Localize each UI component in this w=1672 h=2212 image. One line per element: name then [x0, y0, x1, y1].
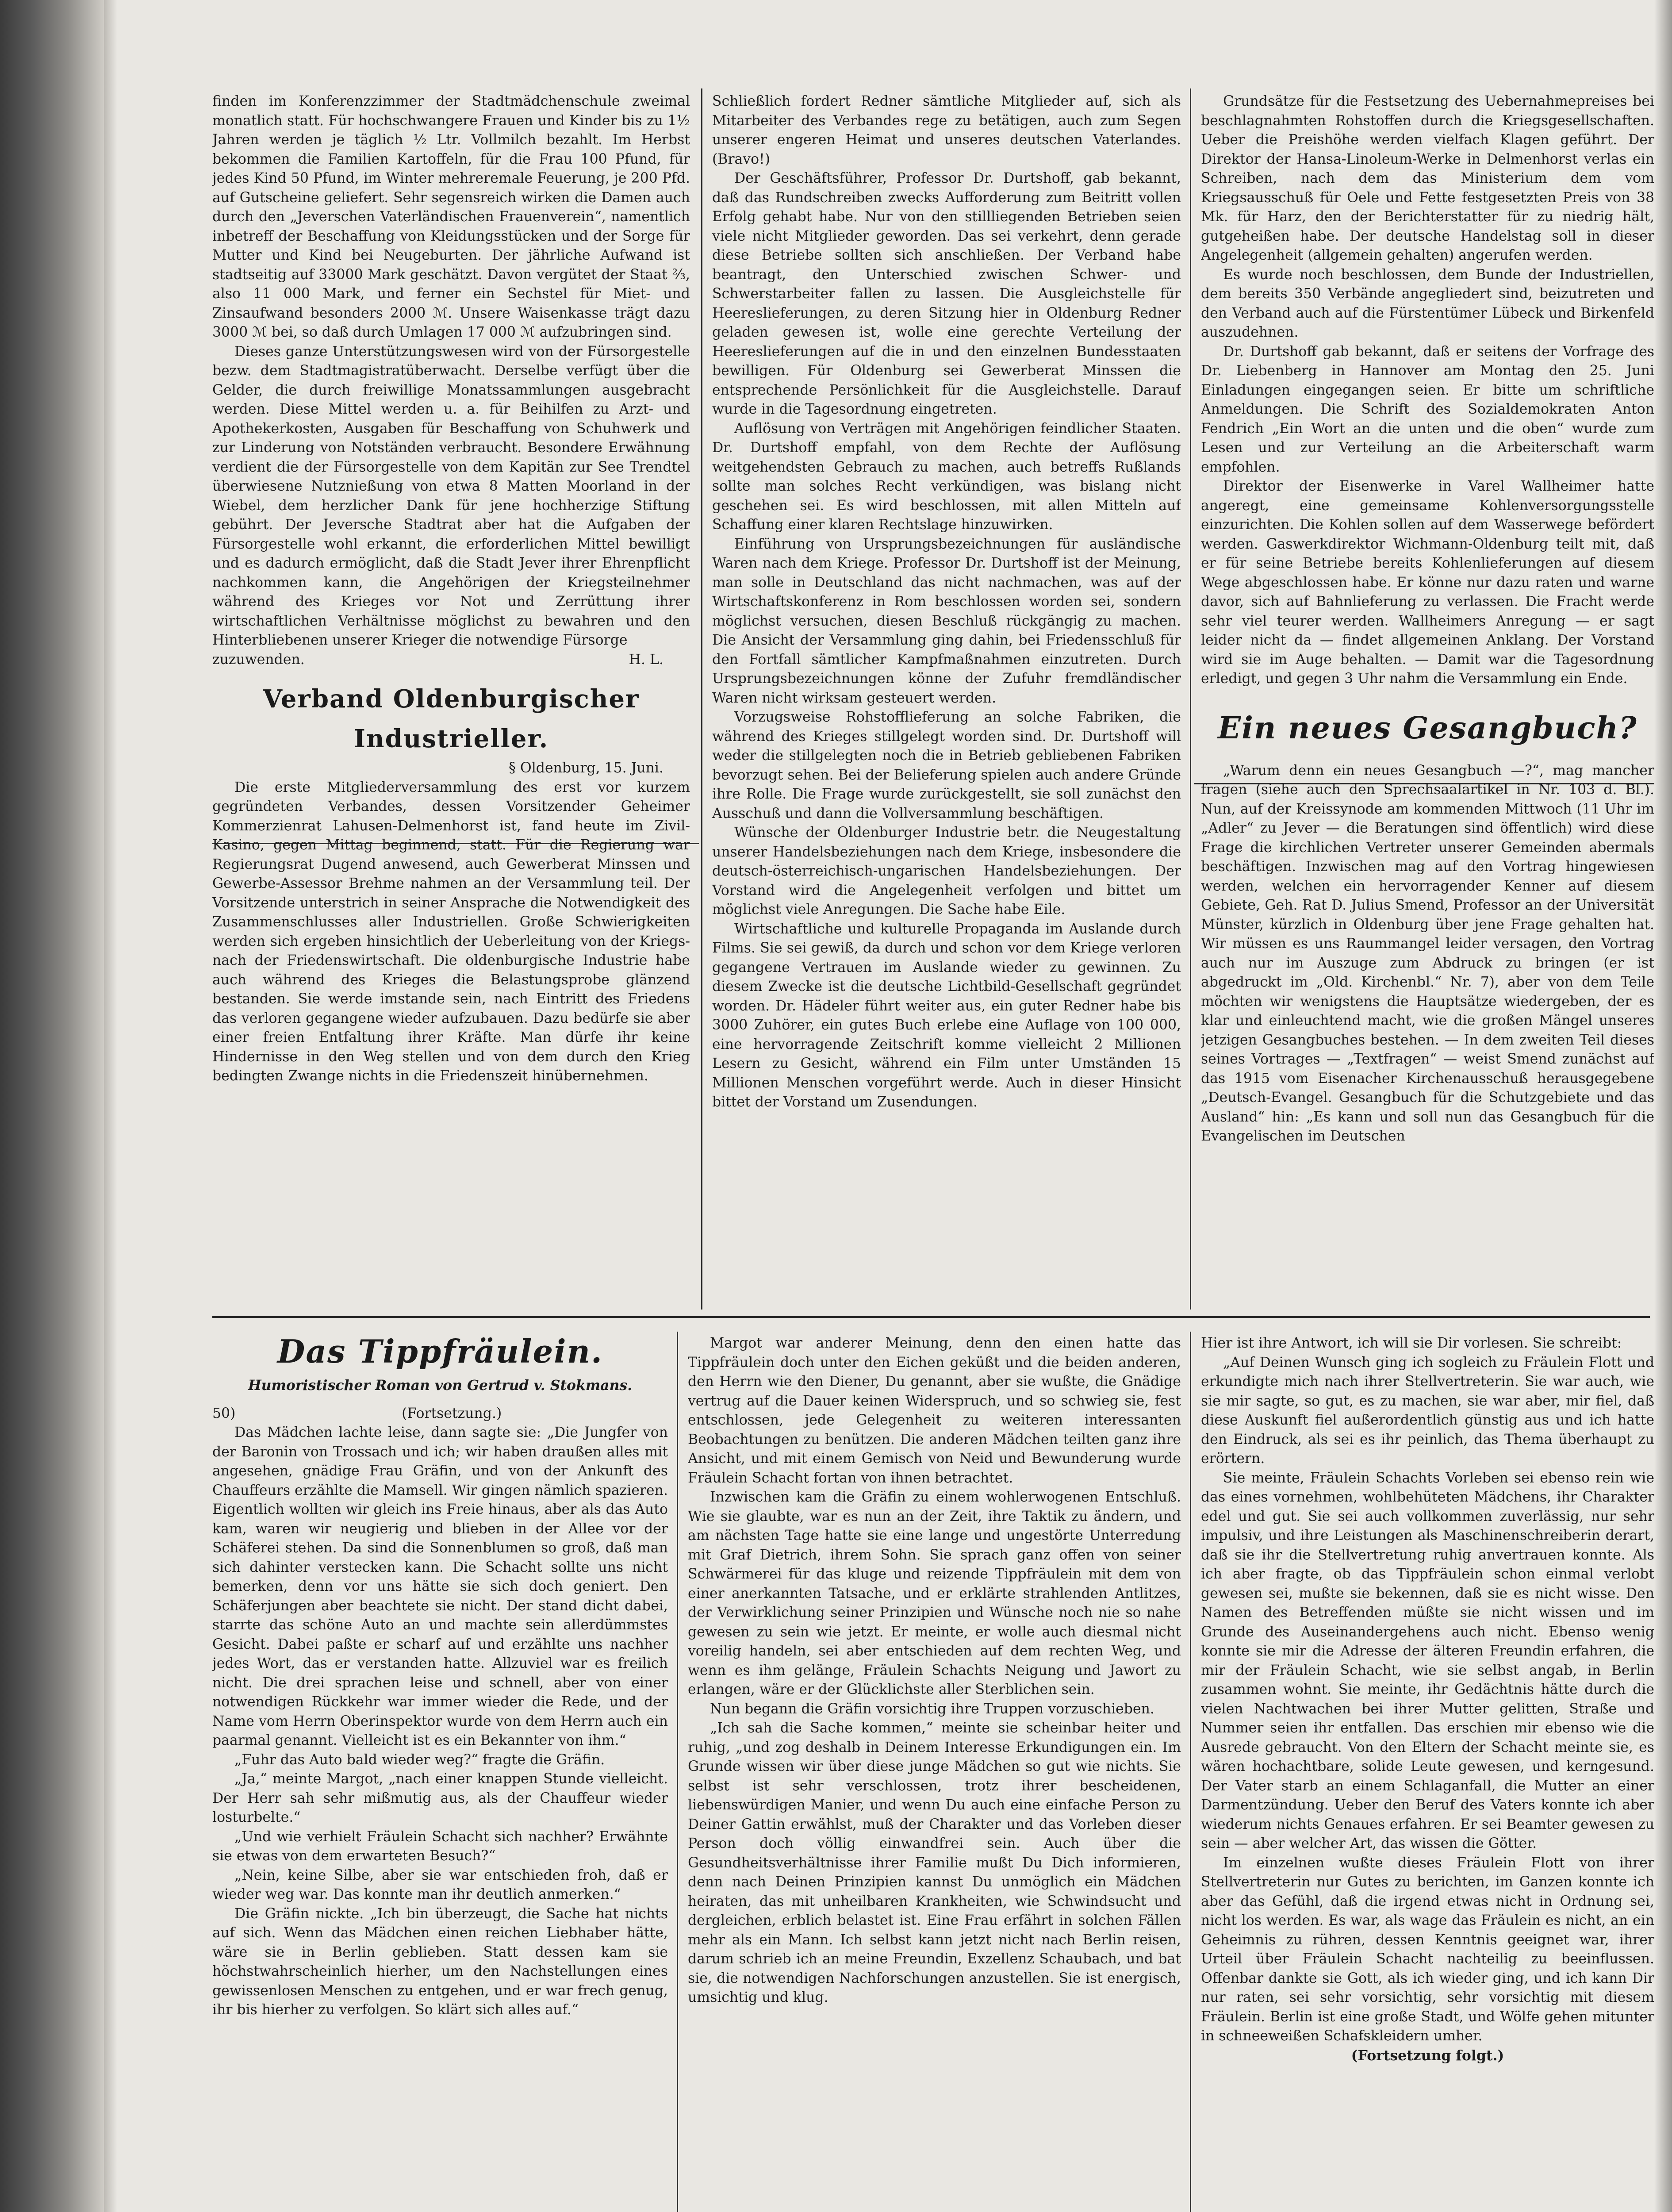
article-paragraph: Es wurde noch beschlossen, dem Bunde der Industriellen, dem bereits 350 Verbände angegliedert sind, beizutreten und den Verband auch auf die Fürstentümer Lübeck und Birkenfeld auszudehnen. [1201, 266, 1654, 340]
column-3 [1201, 92, 1654, 1311]
column-1 [212, 92, 690, 1311]
binding-shadow [104, 0, 117, 2212]
feuilleton-rule [212, 1316, 1650, 1318]
agenda-item: Wirtschaftliche und kulturelle Propaganda im Auslande durch Films. Sie sei gewiß, da durch und schon vor dem Kriege verloren gegangene Vertrauen im Auslande wieder zu gewinnen. Zu diesem Zwecke ist die deutsche Lichtbild-Gesellschaft gegründet worden. Dr. Hädeler führt weiter aus, ein guter Redner habe bis 3000 Zuhörer, ein gutes Buch erlebe eine Auflage von 100 000, eine hervorragende Zeitschrift komme vielleicht 2 Millionen Lesern zu Gesicht, während ein Film unter Umständen 15 Millionen Menschen vorgeführt werde. Auch in dieser Hinsicht bittet der Vorstand um Zusendungen. [712, 921, 1181, 1110]
novel-paragraph: Nun begann die Gräfin vorsichtig ihre Truppen vorzuschieben. [710, 1701, 1154, 1717]
novel-paragraph: Margot war anderer Meinung, denn den einen hatte das Tippfräulein doch unter den Eichen geküßt und die beiden anderen, den Herrn wie den Diener, Du genannt, aber sie wußte, die Gnädige vertrug auf die Dauer keinen Widerspruch, und so schwieg sie, fest entschlossen, jede Gelegenheit zu weiteren interessanten Beobachtungen zu benützen. Die anderen Mädchen teilten ganz ihre Ansicht, und mit einem Gemisch von Neid und Bewunderung wurde Fräulein Schacht fortan von ihnen betrachtet. [688, 1335, 1181, 1486]
novel-paragraph: Die Gräfin nickte. „Ich bin überzeugt, die Sache hat nichts auf sich. Wenn das Mädchen einen reichen Liebhaber hätte, wäre sie in Berlin geblieben. Statt dessen kam sie höchstwahrscheinlich hierher, um den Nachstellungen eines gewissenlosen Menschen zu entgehen, und er war frech genug, ihr bis hierher zu verfolgen. So klärt sich alles auf.“ [212, 1905, 668, 2018]
novel-paragraph: „Ja,“ meinte Margot, „nach einer knappen Stunde vielleicht. Der Herr sah sehr mißmutig aus, als der Chauffeur wieder losturbelte.“ [212, 1771, 668, 1825]
novel-column-3 [1201, 1334, 1654, 2212]
author-initials: H. L. [629, 651, 663, 668]
novel-subtitle: Humoristischer Roman von Gertrud v. Stokmans. [248, 1377, 633, 1394]
continuation-footer: (Fortsetzung folgt.) [1351, 2047, 1504, 2064]
agenda-item: Einführung von Ursprungsbezeichnungen für ausländische Waren nach dem Kriege. Professor Dr. Durtshoff ist der Meinung, man solle in Deutschland das nicht nachmachen, was auf der Wirtschaftskonferenz in Rom beschlossen worden sei, sondern möglichst versuchen, diesen Beschluß rückgängig zu machen. Die Ansicht der Versammlung ging dahin, bei Friedensschluß für den Fortfall sämtlicher Kampfmaßnahmen einzutreten. Durch Ursprungsbezeichnungen könne der Zufuhr fremdländischer Waren nicht wirksam gesteuert werden. [712, 536, 1181, 706]
novel-paragraph: „Fuhr das Auto bald wieder weg?“ fragte die Gräfin. [234, 1751, 605, 1768]
novel-paragraph: Sie meinte, Fräulein Schachts Vorleben sei ebenso rein wie das eines vornehmen, wohlbehüteten Mädchens, ihr Charakter edel und gut. Sie sei auch vollkommen zuverlässig, nur sehr impulsiv, und ihre Leistungen als Maschinenschreiberin derart, daß sie ihr die Stellvertretung ruhig anvertrauen konnte. Als ich aber fragte, ob das Tippfräulein schon einmal verlobt gewesen sei, mußte sie bekennen, daß sie es nicht wisse. Den Namen des Betreffenden müßte sie nicht wissen und im Grunde des Auseinandergehens auch nicht. Ebenso wenig konnte sie mir die Adresse der älteren Freundin erfahren, die mir der Fräulein Schacht, wie sie selbst angab, in Berlin zusammen wohnt. Sie meinte, ihr Gedächtnis hätte durch die vielen Nachtwachen bei ihrer Mutter gelitten, Straße und Nummer seien ihr entfallen. Das erschien mir ebenso wie die Ausrede gebraucht. Von den Eltern der Schacht meinte sie, es wären hochachtbare, solide Leute gewesen, und kerngesund. Der Vater starb an einem Schlaganfall, die Mutter an einer Darmentzündung. Ueber den Beruf des Vaters konnte ich aber wiederum nichts Genaues erfahren. Er sei Beamter gewesen zu sein — aber welcher Art, das wissen die Götter. [1201, 1470, 1654, 1851]
article-paragraph: Die erste Mitgliederversammlung des erst vor kurzem gegründeten Verbandes, dessen Vorsitzender Geheimer Kommerzienrat Lahusen-Delmenhorst ist, fand heute im Zivil-Kasino, gegen Mittag beginnend, statt. Für die Regierung war Regierungsrat Dugend anwesend, auch Gewerberat Minssen und Gewerbe-Assessor Brehme nahmen an der Versammlung teil. Der Vorsitzende unterstrich in seiner Ansprache die Notwendigkeit des Zusammenschlusses aller Industriellen. Große Schwierigkeiten werden sich ergeben hinsichtlich der Ueberleitung von der Kriegs- nach der Friedenswirtschaft. Die oldenburgische Industrie habe auch während des Krieges die Belastungsprobe glänzend bestanden. Sie werde imstande sein, nach Eintritt des Friedens das verloren gegangene wieder aufzubauen. Dazu bedürfe sie aber einer freien Entfaltung ihrer Kräfte. Man dürfe ihr keine Hindernisse in den Weg stellen und von dem durch den Krieg bedingten Zwange nichts in die Friedenszeit hinübernehmen. [212, 779, 690, 1084]
article-paragraph: Direktor der Eisenwerke in Varel Wallheimer hatte angeregt, eine gemeinsame Kohlenversorgungsstelle einzurichten. Die Kohlen sollen auf dem Wasserwege befördert werden. Gaswerkdirektor Wichmann-Oldenburg teilt mit, daß er für seine Betriebe bereits Kohlenlieferungen auf diesem Wege abgeschlossen habe. Er könne nur dazu raten und warne davor, sich auf Bahnlieferung zu verlassen. Die Fracht werde sehr viel teurer werden. Wallheimers Anregung — er sagt leider nicht da — findet allgemeinen Anklang. Der Vorstand wird sie im Auge behalten. — Damit war die Tagesordnung erledigt, und gegen 3 Uhr nahm die Versammlung ein Ende. [1201, 478, 1654, 687]
novel-paragraph: Hier ist ihre Antwort, ich will sie Dir vorlesen. Sie schreibt: [1201, 1335, 1622, 1351]
article-headline: Verband Oldenburgischer Industrieller. [263, 684, 640, 753]
article-signature-line [212, 650, 690, 670]
article-paragraph: „Warum denn ein neues Gesangbuch —?“, mag mancher fragen (siehe auch den Sprechsaalartikel in Nr. 103 d. Bl.). Nun, auf der Kreissynode am kommenden Mittwoch (11 Uhr im „Adler“ zu Jever — die Beratungen sind öffentlich) wird diese Frage die kirchlichen Vertreter unserer Gemeinden abermals beschäftigen. Inzwischen mag auf den Vortrag hingewiesen werden, welchen ein hervorragender Kenner auf diesem Gebiete, Geh. Rat D. Julius Smend, Professor an der Universität Münster, kürzlich in Oldenburg über jene Frage gehalten hat. Wir müssen es uns Raummangel leider versagen, den Vortrag auch nur im Auszuge zum Abdruck zu bringen (er ist abgedruckt im „Old. Kirchenbl.“ Nr. 7), aber von dem Teile möchten wir wenigstens die Hauptsätze wiedergeben, der es klar und einleuchtend macht, wie die großen Mängel unseres jetzigen Gesangbuches bestehen. — In dem zweiten Teil dieses seines Vortrages — „Textfragen“ — weist Smend zunächst auf das 1915 vom Eisenacher Kirchenausschuß herausgegebene „Deutsch-Evangel. Gesangbuch für die Schutzgebiete und das Ausland“ hin: „Es kann und soll nun das Gesangbuch für die Evangelischen im Deutschen [1201, 762, 1654, 1144]
continuation-note: (Fortsetzung.) [402, 1405, 502, 1421]
page-edge-shadow [1654, 0, 1672, 2212]
installment-line [212, 1404, 668, 1424]
novel-paragraph: „Und wie verhielt Fräulein Schacht sich nachher? Erwähnte sie etwas von dem erwarteten Besuch?“ [212, 1828, 668, 1864]
novel-paragraph: „Ich sah die Sache kommen,“ meinte sie scheinbar heiter und ruhig, „und zog deshalb in Deinem Interesse Erkundigungen ein. Im Grunde wissen wir über diese junge Mädchen so gut wie nichts. Sie selbst ist sehr verschlossen, trotz ihrer bescheidenen, liebenswürdigen Manier, und wenn Du auch eine einfache Person zu Deiner Gattin erwählst, muß der Charakter und das Vorleben dieser Person doch völlig einwandfrei sein. Auch über die Gesundheitsverhältnisse ihrer Familie mußt Du Dich informieren, denn nach Deinen Prinzipien kannst Du unmöglich ein Mädchen heiraten, das mit unheilbaren Krankheiten, wie Schwindsucht und dergleichen, erblich belastet ist. Eine Frau erfährt in solchen Fällen mehr als ein Mann. Ich selbst kann jetzt nicht nach Berlin reisen, darum schrieb ich an meine Freundin, Exzellenz Schaubach, und bat sie, die notwendigen Nachforschungen anzustellen. Sie ist energisch, umsichtig und klug. [688, 1720, 1181, 2005]
column-2 [712, 92, 1181, 1311]
article-paragraph: Schließlich fordert Redner sämtliche Mitglieder auf, sich als Mitarbeiter des Verbandes rege zu betätigen, auch zum Segen unserer engeren Heimat und unseres deutschen Vaterlandes. (Bravo!) [712, 93, 1181, 167]
novel-paragraph: Das Mädchen lachte leise, dann sagte sie: „Die Jungfer von der Baronin von Trossach und ich; wir haben draußen alles mit angesehen, gnädige Frau Gräfin, und von der Ankunft des Chauffeurs erzählte die Mamsell. Wir gingen nämlich spazieren. Eigentlich wollten wir gleich ins Freie hinaus, aber als das Auto kam, waren wir neugierig und blieben in der Allee vor der Schäferei stehen. Da sind die Sonnenblumen so groß, daß man sich dahinter verstecken kann. Die Schacht sollte uns nicht bemerken, denn vor uns hätte sie sich doch geniert. Den Schäferjungen aber beachtete sie nicht. Der stand dicht dabei, starrte das schöne Auto an und machte sein allerdümmstes Gesicht. Dabei paßte er scharf auf und erzählte uns nachher jedes Wort, das er verstanden hatte. Allzuviel war es freilich nicht. Die drei sprachen leise und schnell, aber von einer notwendigen Rückkehr war immer wieder die Rede, und der Name vom Herrn Oberinspektor wurde von dem Herrn auch ein paarmal genannt. Vielleicht ist es ein Bekannter von ihm.“ [212, 1425, 668, 1748]
article-dateline: § Oldenburg, 15. Juni. [509, 760, 663, 776]
novel-title: Das Tippfräulein. [277, 1333, 603, 1370]
agenda-item: Wünsche der Oldenburger Industrie betr. die Neugestaltung unserer Handelsbeziehungen nach dem Kriege, insbesondere die deutsch-österreichisch-ungarischen Handelsbeziehungen. Der Vorstand wird die Angelegenheit verfolgen und bittet um möglichst viele Anregungen. Die Sache habe Eile. [712, 825, 1181, 918]
column-rule [1190, 88, 1191, 1310]
novel-paragraph: Im einzelnen wußte dieses Fräulein Flott von ihrer Stellvertreterin nur Gutes zu berichten, im Ganzen konnte ich aber das Gefühl, daß die irgend etwas nicht in Ordnung sei, nicht los werden. Es war, als wage das Fräulein es nicht, an ein Geheimnis zu rühren, dessen Kenntnis geeignet war, ihrer Urteil über Fräulein Schacht nachteilig zu beeinflussen. Offenbar dankte sie Gott, als ich wieder ging, und ich kann Dir nur raten, sei sehr vorsichtig, sehr vorsichtig mit diesem Fräulein. Berlin ist eine große Stadt, und Wölfe gehen mitunter in schneeweißen Schafskleidern umher. [1201, 1855, 1654, 2044]
article-paragraph: Dr. Durtshoff gab bekannt, daß er seitens der Vorfrage des Dr. Liebenberg in Hannover am Montag den 25. Juni Einladungen eingegangen seien. Er bitte um schriftliche Anmeldungen. Die Schrift des Sozialdemokraten Anton Fendrich „Ein Wort an die unten und die oben“ wurde zum Lesen und zur Verteilung an die Arbeiterschaft warm empfohlen. [1201, 343, 1654, 475]
article-paragraph: Der Geschäftsführer, Professor Dr. Durtshoff, gab bekannt, daß das Rundschreiben zwecks Aufforderung zum Beitritt vollen Erfolg gehabt habe. Nur von den stillliegenden Betrieben seien viele nicht Mitglieder geworden. Das sei verkehrt, denn gerade diese Betriebe sollten sich anschließen. Der Verband habe beantragt, den Unterschied zwischen Schwer- und Schwerstarbeiter fallen zu lassen. Die Ausgleichstelle für Heereslieferungen, zu deren Sitzung hier in Oldenburg Redner geladen gewesen ist, wolle eine gerechte Verteilung der Heereslieferungen auf die in und den einzelnen Bundesstaaten bewilligen. Für Oldenburg sei Gewerberat Minssen die entsprechende Persönlichkeit für die Ausgleichstelle. Darauf wurde in die Tagesordnung eingetreten. [712, 170, 1181, 417]
novel-paragraph: „Auf Deinen Wunsch ging ich sogleich zu Fräulein Flott und erkundigte mich nach ihrer Stellvertreterin. Sie war auch, wie sie mir sagte, so gut, es zu machen, sie war aber, mir fiel, daß diese Auskunft fiel außerordentlich günstig aus und ich hatte den Eindruck, als sei es ihr peinlich, das Thema überhaupt zu erörtern. [1201, 1354, 1654, 1467]
article-headline: Ein neues Gesangbuch? [1218, 710, 1637, 746]
novel-paragraph: „Nein, keine Silbe, aber sie war entschieden froh, daß er wieder weg war. Das konnte man ihr deutlich anmerken.“ [212, 1867, 668, 1902]
installment-number: 50) [212, 1405, 236, 1421]
novel-column-2 [688, 1334, 1181, 2212]
agenda-item: Grundsätze für die Festsetzung des Uebernahmepreises bei beschlagnahmten Rohstoffen durch die Kriegsgesellschaften. Ueber die Preishöhe werden vielfach Klagen geführt. Der Direktor der Hansa-Linoleum-Werke in Delmenhorst verlas ein Schreiben, nach dem das Ministerium dem vom Kriegsausschuß für Oele und Fette festgesetzten Preis von 38 Mk. für Harz, den der Berichterstatter für zu niedrig hält, gutgeheißen habe. Der deutsche Handelstag soll in dieser Angelegenheit (allgemein gehalten) angerufen werden. [1201, 93, 1654, 263]
article-paragraph: Dieses ganze Unterstützungswesen wird von der Fürsorgestelle bezw. dem Stadtmagistratüberwacht. Derselbe verfügt über die Gelder, die durch freiwillige Monatssammlungen ausgebracht werden. Diese Mittel werden u. a. für Beihilfen zu Arzt- und Apothekerkosten, Ausgaben für Beschaffung von Schuhwerk und zur Linderung von Notständen verbraucht. Besondere Erwähnung verdient die der Fürsorgestelle von dem Kapitän zur See Trendtel überwiesene Nutznießung von etwa 8 Matten Moorland in der Wiebel, dem herzlicher Dank für jene hochherzige Stiftung gebührt. Der Jeversche Stadtrat aber hat die Aufgaben der Fürsorgestelle wohl erkannt, die erforderlichen Mittel bewilligt und es dadurch ermöglicht, daß die Stadt Jever ihrer Ehrenpflicht nachkommen kann, die Angehörigen der Kriegsteilnehmer während des Krieges vor Not und Zerrüttung ihrer wirtschaftlichen Verhältnisse möglichst zu bewahren und den Hinterbliebenen unserer Krieger die notwendige Fürsorge [212, 343, 690, 648]
agenda-item: Vorzugsweise Rohstofflieferung an solche Fabriken, die während des Krieges stillgelegt worden sind. Dr. Durtshoff will weder die stillgelegten noch die in Betrieb gebliebenen Fabriken bevorzugt sehen. Bei der Belieferung spielen auch andere Gründe ihre Rolle. Die Frage wurde zurückgestellt, sie soll zunächst den Ausschuß und dann die Vollversammlung beschäftigen. [712, 709, 1181, 822]
column-rule [701, 88, 702, 1310]
book-gutter [0, 0, 104, 2212]
novel-column-1 [212, 1327, 668, 2212]
column-rule [1190, 1332, 1191, 2212]
novel-paragraph: Inzwischen kam die Gräfin zu einem wohlerwogenen Entschluß. Wie sie glaubte, war es nun an der Zeit, ihre Taktik zu ändern, und am nächsten Tage hatte sie eine lange und ungestörte Unterredung mit Graf Dietrich, ihrem Sohn. Sie sprach ganz offen von seiner Schwärmerei für das kluge und reizende Tippfräulein mit dem von einer anerkannten Tatsache, und er erklärte strahlenden Antlitzes, der Verwirklichung seiner Prinzipien und Wünsche noch nie so nahe gewesen zu sein wie jetzt. Er meinte, er wolle auch diesmal nicht voreilig handeln, sei aber entschieden auf dem rechten Weg, und wenn es ihm gelänge, Fräulein Schachts Neigung und Jawort zu erlangen, wäre er der Glücklichste aller Sterblichen sein. [688, 1489, 1181, 1697]
agenda-item: Auflösung von Verträgen mit Angehörigen feindlicher Staaten. Dr. Durtshoff empfahl, von dem Rechte der Auflösung weitgehendsten Gebrauch zu machen, auch betreffs Rußlands sollte man solches Recht verkündigen, was bislang nicht geschehen sei. Es wird beschlossen, mit allen Mitteln auf Schaffung einer klaren Rechtslage hinzuwirken. [712, 420, 1181, 533]
column-rule [677, 1332, 678, 2212]
article-paragraph: finden im Konferenzzimmer der Stadtmädchenschule zweimal monatlich statt. Für hochschwangere Frauen und Kinder bis zu 1½ Jahren werden je täglich ½ Ltr. Vollmilch bezahlt. Im Herbst bekommen die Familien Kartoffeln, für die Frau 100 Pfund, für jedes Kind 50 Pfund, im Winter mehreremale Feuerung, je 200 Pfd. auf Gutscheine geliefert. Sehr segensreich wirken die Damen auch durch den „Jeverschen Vaterländischen Frauenverein“, namentlich inbetreff der Beschaffung von Kleidungsstücken und der Sorge für Mutter und Kind bei Neugeburten. Der jährliche Aufwand ist stadtseitig auf 33000 Mark geschätzt. Davon vergütet der Staat ⅔, also 11 000 Mark, und ferner ein Sechstel für Miet- und Zinsaufwand besonders 2000 ℳ. Unsere Waisenkasse trägt dazu 3000 ℳ bei, so daß durch Umlagen 17 000 ℳ aufzubringen sind. [212, 93, 690, 340]
paragraph-end: zuzuwenden. [212, 651, 305, 668]
